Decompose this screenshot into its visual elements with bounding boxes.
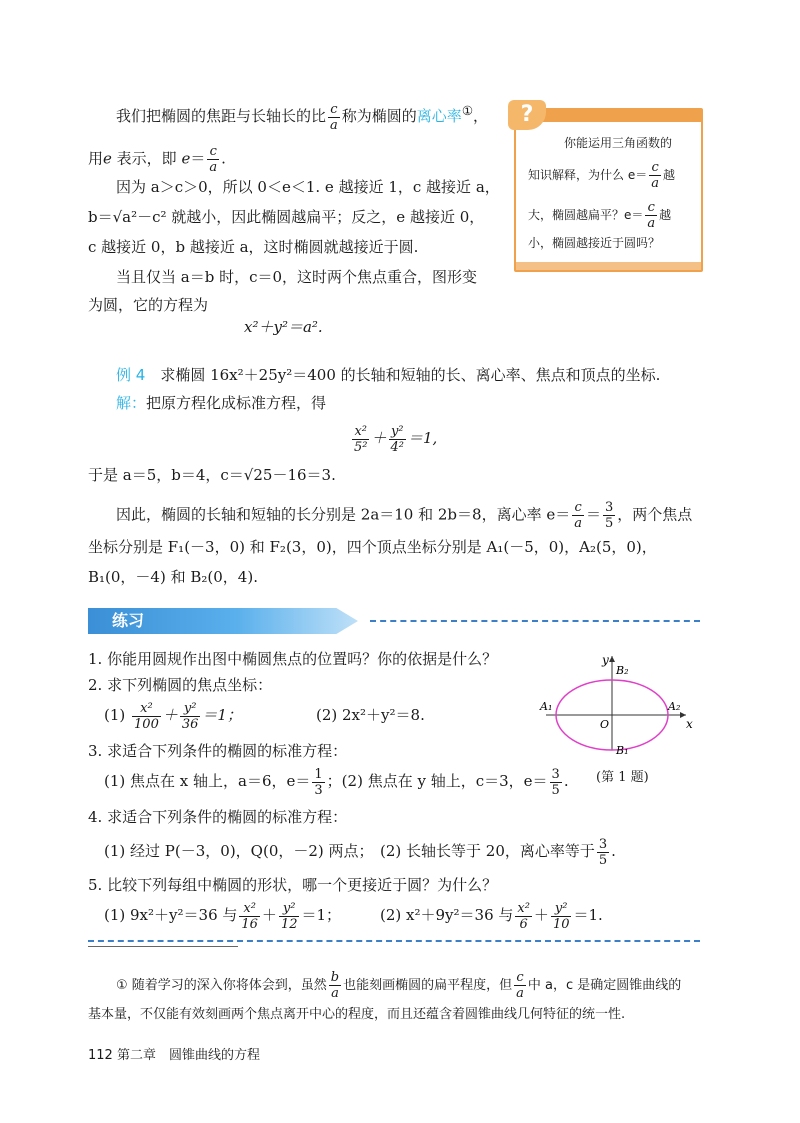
fraction: $\frac{3}{5}$	[551, 766, 560, 798]
solution-label: 解：	[116, 394, 147, 412]
fraction: $\frac{\text{y²}}{\text{4²}}$	[390, 423, 404, 455]
fraction: $\frac{\text{x²}}{\text{5²}}$	[354, 423, 368, 455]
fraction: $\frac{\text{x²}}{16}$	[241, 900, 258, 932]
note-line: 大，椭圆越扁平？e＝ $\frac{c}{a}$ 越	[528, 200, 672, 231]
exercise-subitem: (2) 长轴长等于 20，离心率等于 $\frac{3}{5}$ .	[380, 836, 616, 868]
note-line: 知识解释，为什么 e＝ $\frac{c}{a}$ 越	[528, 160, 675, 191]
paragraph-line: 为圆，它的方程为	[88, 296, 209, 314]
fraction: $\frac{c}{a}$	[330, 101, 338, 133]
figure-caption: (第 1 题)	[596, 770, 649, 785]
fraction: $\frac{\text{x²}}{100}$	[134, 700, 159, 732]
fraction: $\frac{\text{x²}}{6}$	[517, 900, 530, 932]
fraction: $\frac{c}{a}$	[516, 970, 524, 1001]
footnote-line: ① 随着学习的深入你将体会到，虽然 $\frac{b}{a}$ 也能刻画椭圆的扁平程度，但 $\frac{c}{a}$ 中 a，c 是确定圆锥曲线的	[116, 970, 682, 1001]
fraction: $\frac{c}{a}$	[651, 160, 659, 191]
dashed-divider	[370, 620, 700, 622]
exercise-subitem: (2) 2x²＋y²＝8.	[316, 706, 425, 724]
exercise-item: 5. 比较下列每组中椭圆的形状，哪一个更接近于圆？为什么？	[88, 876, 498, 894]
paragraph-line: 我们把椭圆的焦距与长轴长的比 $\frac{c}{a}$ 称为椭圆的离心率①，	[116, 101, 489, 133]
fraction: $\frac{3}{5}$	[598, 836, 608, 868]
fraction: $\frac{\text{y²}}{36}$	[181, 700, 199, 732]
term-highlight: 离心率	[416, 107, 462, 125]
label-y: y	[602, 653, 609, 667]
exercise-subitem: (2) x²＋9y²＝36 与 $\frac{\text{x²}}{6}$ ＋ $\frac{\text{y²}}{10}$ ＝1.	[380, 900, 603, 932]
paragraph-line: 因为 a＞c＞0，所以 0＜e＜1. e 越接近 1，c 越接近 a，	[116, 178, 500, 196]
chapter-title: 第二章 圆锥曲线的方程	[116, 1048, 260, 1063]
solution-line: 解：把原方程化成标准方程，得	[116, 394, 327, 412]
example-label: 例 4	[116, 366, 146, 384]
label-origin: O	[600, 718, 610, 731]
solution-line: 坐标分别是 F₁(－3，0) 和 F₂(3，0)，四个顶点坐标分别是 A₁(－5，0)，A₂(5，0)，	[88, 538, 657, 556]
fraction: $\frac{b}{a}$	[330, 970, 340, 1001]
fraction: $\frac{c}{a}$	[647, 200, 656, 231]
solution-line: 于是 a＝5，b＝4，c＝√25－16＝3.	[88, 466, 336, 484]
exercise-item: 4. 求适合下列条件的椭圆的标准方程：	[88, 808, 348, 826]
dashed-divider	[88, 940, 700, 942]
label-a1: A₁	[540, 700, 553, 713]
exercise-item: 3. 求适合下列条件的椭圆的标准方程：	[88, 742, 348, 760]
note-line: 你能运用三角函数的	[564, 136, 673, 150]
standard-equation: $\frac{\text{x²}}{\text{5²}}$ ＋ $\frac{\text{y²}}{\text{4²}}$ ＝1,	[354, 423, 438, 455]
footnote-marker: ①	[461, 103, 474, 118]
footnote-rule	[88, 946, 238, 947]
formula: x²＋y²＝a².	[244, 318, 323, 336]
exercise-item: 2. 求下列椭圆的焦点坐标：	[88, 676, 273, 694]
fraction: $\frac{\text{y²}}{12}$	[280, 900, 298, 932]
exercise-item: 1. 你能用圆规作出图中椭圆焦点的位置吗？你的依据是什么？	[88, 650, 498, 668]
label-b1: B₁	[616, 744, 629, 757]
fraction: $\frac{c}{a}$	[574, 500, 582, 531]
page-number: 112	[88, 1048, 113, 1063]
question-icon: ?	[508, 100, 546, 130]
fraction: $\frac{1}{3}$	[314, 766, 323, 798]
y-axis-arrow	[609, 656, 615, 662]
fraction: $\frac{\text{y²}}{10}$	[552, 900, 570, 932]
footnote-line: 基本量，不仅能有效刻画两个焦点离开中心的程度，而且还蕴含着圆锥曲线几何特征的统一性.	[88, 1007, 626, 1022]
fraction: $\frac{c}{a}$	[209, 144, 218, 175]
paragraph-line: b＝√a²－c² 就越小，因此椭圆越扁平；反之，e 越接近 0，	[88, 208, 485, 226]
ellipse-figure	[536, 650, 696, 760]
paragraph-line: 当且仅当 a＝b 时，c＝0，这时两个焦点重合，图形变	[116, 268, 478, 286]
example-question: 例 4 求椭圆 16x²＋25y²＝400 的长轴和短轴的长、离心率、焦点和顶点的坐标.	[116, 366, 661, 384]
exercise-subitem: (1) 9x²＋y²＝36 与 $\frac{\text{x²}}{16}$ ＋ $\frac{\text{y²}}{12}$ ＝1；	[104, 900, 342, 932]
exercise-title: 练习	[112, 611, 145, 630]
label-a2: A₂	[668, 700, 681, 713]
paragraph-line: c 越接近 0，b 越接近 a，这时椭圆就越接近于圆.	[88, 238, 419, 256]
fraction: $\frac{3}{5}$	[605, 500, 614, 531]
label-b2: B₂	[616, 664, 629, 677]
exercise-subitem: (1) $\frac{\text{x²}}{100}$ ＋ $\frac{\text{y²}}{36}$ ＝1；	[104, 700, 242, 732]
note-line: 小，椭圆越接近于圆吗？	[528, 236, 661, 250]
solution-line: 因此，椭圆的长轴和短轴的长分别是 2a＝10 和 2b＝8，离心率 e＝ $\frac{c}{a}$ ＝ $\frac{3}{5}$ ，两个焦点	[116, 500, 693, 531]
paragraph-line: 用e 表示，即 e＝ $\frac{c}{a}$ .	[88, 144, 226, 175]
label-x: x	[686, 717, 693, 731]
exercise-subitem: (1) 经过 P(－3，0)，Q(0，－2) 两点；	[104, 842, 374, 860]
solution-line: B₁(0，－4) 和 B₂(0，4).	[88, 568, 258, 586]
exercise-subitem: (1) 焦点在 x 轴上，a＝6，e＝ $\frac{1}{3}$ ；(2) 焦点在 y 轴上，c＝3，e＝ $\frac{3}{5}$ .	[104, 766, 569, 798]
page-footer	[88, 1044, 260, 1063]
